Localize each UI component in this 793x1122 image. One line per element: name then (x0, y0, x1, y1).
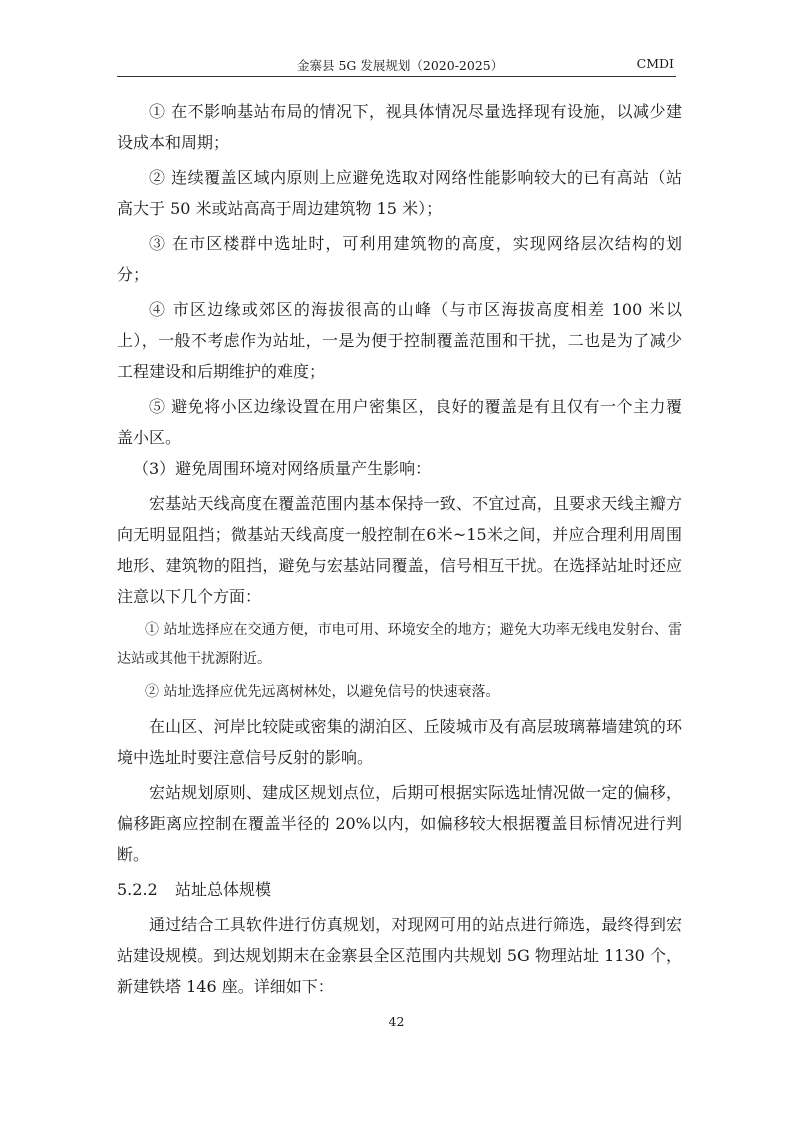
list-item: ④ 市区边缘或郊区的海拔很高的山峰（与市区海拔高度相差 100 米以上），一般不考虑作为站址，一是为便于控制覆盖范围和干扰，二也是为了减少工程建设和后期维护的难度； (117, 300, 682, 381)
list-item: ① 在不影响基站布局的情况下，视具体情况尽量选择现有设施，以减少建设成本和周期； (117, 102, 682, 152)
page-header (117, 52, 676, 77)
list-item: ⑤ 避免将小区边缘设置在用户密集区，良好的覆盖是有且仅有一个主力覆盖小区。 (117, 397, 682, 447)
header-title: 金寨县 5G 发展规划（2020-2025） (297, 58, 504, 73)
section-number: 5.2.2 (117, 880, 158, 899)
paragraph: 在山区、河岸比较陡或密集的湖泊区、丘陵城市及有高层玻璃幕墙建筑的环境中选址时要注意信号反射的影响。 (117, 717, 682, 767)
header-org: CMDI (636, 56, 674, 71)
subheading: （3）避免周围环境对网络质量产生影响： (133, 459, 432, 478)
section-heading (117, 874, 682, 905)
list-item: ③ 在市区楼群中选址时，可利用建筑物的高度，实现网络层次结构的划分； (117, 234, 682, 284)
paragraph: 通过结合工具软件进行仿真规划，对现网可用的站点进行筛选，最终得到宏站建设规模。到达规划期末在金寨县全区范围内共规划 5G 物理站址 1130 个，新建铁塔 146 座。详细如下： (117, 915, 682, 996)
paragraph: 宏站规划原则、建成区规划点位，后期可根据实际选址情况做一定的偏移，偏移距离应控制在覆盖半径的 20%以内，如偏移较大根据覆盖目标情况进行判断。 (117, 783, 682, 864)
page-content (117, 96, 682, 1002)
paragraph: 宏基站天线高度在覆盖范围内基本保持一致、不宜过高，且要求天线主瓣方向无明显阻挡；微基站天线高度一般控制在6米~15米之间，并应合理利用周围地形、建筑物的阻挡，避免与宏基站同覆盖，信号相互干扰。在选择站址时还应注意以下几个方面： (117, 494, 682, 606)
list-item: ② 站址选择应优先远离树林处，以避免信号的快速衰落。 (145, 684, 500, 700)
section-title: 站址总体规模 (175, 880, 272, 899)
page-number: 42 (388, 1014, 405, 1029)
list-item: ② 连续覆盖区域内原则上应避免选取对网络性能影响较大的已有高站（站高大于 50 米或站高高于周边建筑物 15 米）； (117, 168, 682, 218)
list-item: ① 站址选择应在交通方便，市电可用、环境安全的地方；避免大功率无线电发射台、雷达站或其他干扰源附近。 (117, 622, 682, 667)
